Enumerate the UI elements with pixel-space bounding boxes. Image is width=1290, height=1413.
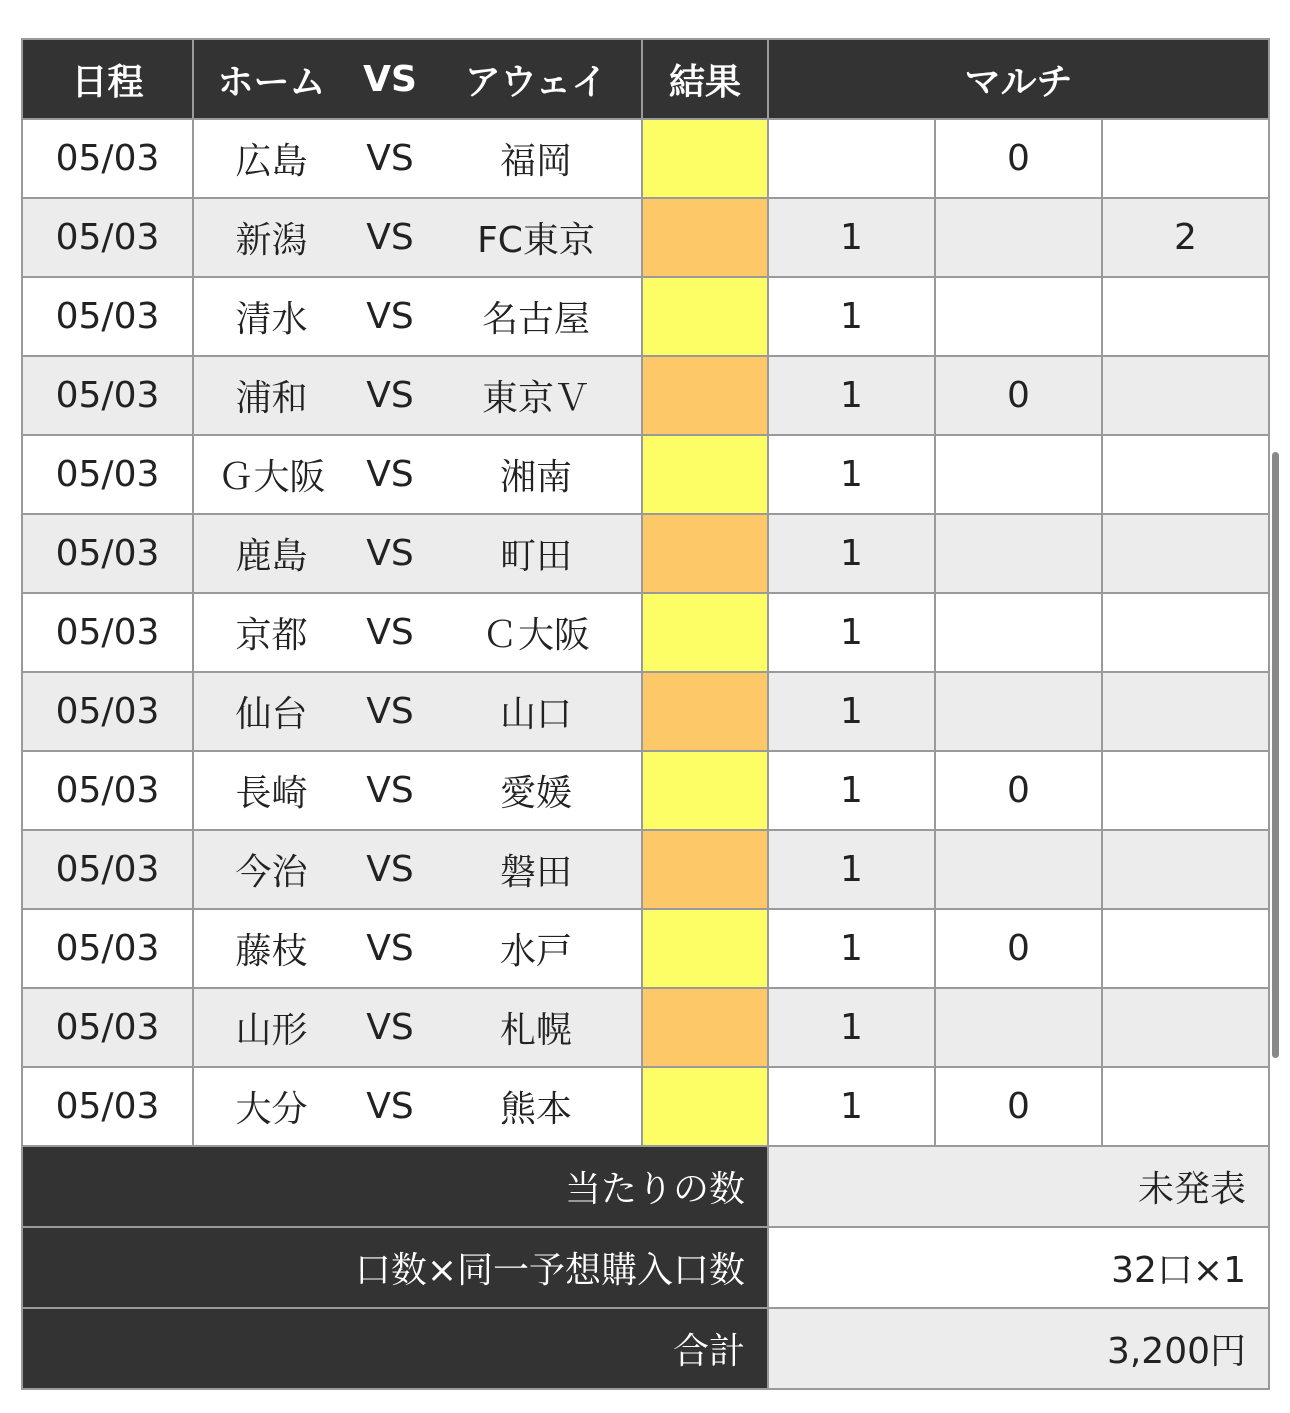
table-row: [22, 988, 1269, 1067]
multi-pick-0: 0: [935, 356, 1102, 435]
match-date: 05/03: [22, 909, 193, 988]
match-date: 05/03: [22, 198, 193, 277]
away-team: 愛媛: [499, 773, 572, 814]
result-cell: [642, 672, 768, 751]
multi-pick-2: [1102, 1067, 1269, 1146]
match-date: 05/03: [22, 672, 193, 751]
match-teams: [193, 1067, 642, 1146]
vs-label: VS: [366, 217, 414, 258]
multi-pick-0: 0: [935, 119, 1102, 198]
result-cell: [642, 356, 768, 435]
away-team: 町田: [499, 536, 572, 577]
vs-label: VS: [366, 612, 414, 653]
match-teams: [193, 277, 642, 356]
home-team: 今治: [235, 852, 308, 893]
vs-label: VS: [366, 849, 414, 890]
match-teams: [193, 830, 642, 909]
home-team: 清水: [235, 299, 308, 340]
match-date: 05/03: [22, 988, 193, 1067]
multi-pick-2: [1102, 119, 1269, 198]
multi-pick-2: [1102, 435, 1269, 514]
multi-pick-0: [935, 198, 1102, 277]
multi-pick-2: [1102, 672, 1269, 751]
multi-pick-0: 0: [935, 1067, 1102, 1146]
match-teams: [193, 672, 642, 751]
vs-label: VS: [366, 454, 414, 495]
multi-pick-2: [1102, 988, 1269, 1067]
summary-hits-row: [22, 1146, 1269, 1227]
result-cell: [642, 435, 768, 514]
match-list: [22, 119, 1269, 1146]
units-label: 口数×同一予想購入口数: [22, 1227, 768, 1308]
multi-pick-1: [768, 119, 935, 198]
away-team: 湘南: [499, 457, 572, 498]
table-row: [22, 198, 1269, 277]
vs-label: VS: [366, 296, 414, 337]
table-row: [22, 277, 1269, 356]
result-cell: [642, 514, 768, 593]
toto-table: [21, 38, 1270, 1390]
home-team: 浦和: [235, 378, 308, 419]
table-row: [22, 435, 1269, 514]
multi-pick-1: 1: [768, 356, 935, 435]
match-teams: [193, 593, 642, 672]
match-teams: [193, 119, 642, 198]
header-multi: マルチ: [768, 39, 1269, 119]
multi-pick-2: [1102, 751, 1269, 830]
table-row: [22, 672, 1269, 751]
vs-label: VS: [366, 770, 414, 811]
match-teams: [193, 356, 642, 435]
table-row: [22, 909, 1269, 988]
multi-pick-2: [1102, 593, 1269, 672]
away-team: 札幌: [499, 1010, 572, 1051]
table-row: [22, 830, 1269, 909]
result-cell: [642, 1067, 768, 1146]
result-cell: [642, 988, 768, 1067]
match-date: 05/03: [22, 277, 193, 356]
header-home: ホーム: [217, 61, 326, 103]
result-cell: [642, 830, 768, 909]
header-matchup: [193, 39, 642, 119]
multi-pick-1: 1: [768, 435, 935, 514]
header-date: 日程: [22, 39, 193, 119]
multi-pick-2: [1102, 514, 1269, 593]
match-teams: [193, 514, 642, 593]
result-cell: [642, 909, 768, 988]
match-date: 05/03: [22, 119, 193, 198]
home-team: 新潟: [235, 220, 308, 261]
summary: [22, 1146, 1269, 1389]
vs-label: VS: [366, 691, 414, 732]
vs-label: VS: [366, 375, 414, 416]
result-cell: [642, 593, 768, 672]
summary-units-row: [22, 1227, 1269, 1308]
match-date: 05/03: [22, 593, 193, 672]
away-team: 名古屋: [481, 299, 590, 340]
multi-pick-0: [935, 435, 1102, 514]
match-teams: [193, 909, 642, 988]
multi-pick-2: [1102, 277, 1269, 356]
multi-pick-1: 1: [768, 672, 935, 751]
table-row: [22, 514, 1269, 593]
vs-label: VS: [366, 928, 414, 969]
away-team: 水戸: [499, 931, 572, 972]
total-value: 3,200円: [768, 1308, 1269, 1389]
away-team: 福岡: [499, 141, 572, 182]
away-team: 磐田: [499, 852, 572, 893]
vs-label: VS: [366, 1086, 414, 1127]
away-team: Ｃ大阪: [481, 615, 590, 656]
multi-pick-1: 1: [768, 593, 935, 672]
match-date: 05/03: [22, 435, 193, 514]
match-teams: [193, 198, 642, 277]
table-row: [22, 119, 1269, 198]
multi-pick-1: 1: [768, 1067, 935, 1146]
multi-pick-0: [935, 988, 1102, 1067]
multi-pick-1: 1: [768, 830, 935, 909]
home-team: Ｇ大阪: [217, 457, 326, 498]
home-team: 長崎: [235, 773, 308, 814]
home-team: 大分: [235, 1089, 308, 1130]
multi-pick-1: 1: [768, 751, 935, 830]
match-date: 05/03: [22, 514, 193, 593]
result-cell: [642, 751, 768, 830]
multi-pick-0: [935, 514, 1102, 593]
multi-pick-0: [935, 277, 1102, 356]
multi-pick-1: 1: [768, 909, 935, 988]
multi-pick-1: 1: [768, 277, 935, 356]
multi-pick-2: 2: [1102, 198, 1269, 277]
multi-pick-0: [935, 830, 1102, 909]
match-teams: [193, 751, 642, 830]
multi-pick-2: [1102, 830, 1269, 909]
multi-pick-1: 1: [768, 198, 935, 277]
table-row: [22, 751, 1269, 830]
multi-pick-0: 0: [935, 909, 1102, 988]
match-date: 05/03: [22, 356, 193, 435]
vs-label: VS: [366, 1007, 414, 1048]
header-vs: VS: [363, 58, 417, 100]
match-teams: [193, 435, 642, 514]
multi-pick-0: [935, 593, 1102, 672]
vs-label: VS: [366, 533, 414, 574]
away-team: 東京Ｖ: [481, 378, 590, 419]
home-team: 広島: [235, 141, 308, 182]
multi-pick-0: 0: [935, 751, 1102, 830]
total-label: 合計: [22, 1308, 768, 1389]
away-team: 山口: [499, 694, 572, 735]
result-cell: [642, 119, 768, 198]
hits-value: 未発表: [768, 1146, 1269, 1227]
result-cell: [642, 277, 768, 356]
match-date: 05/03: [22, 751, 193, 830]
hits-label: 当たりの数: [22, 1146, 768, 1227]
header-away: アウェイ: [464, 61, 608, 103]
multi-pick-2: [1102, 909, 1269, 988]
header-result: 結果: [642, 39, 768, 119]
multi-pick-1: 1: [768, 988, 935, 1067]
match-teams: [193, 988, 642, 1067]
match-date: 05/03: [22, 1067, 193, 1146]
table-row: [22, 356, 1269, 435]
scrollbar[interactable]: [1272, 452, 1279, 1058]
multi-pick-2: [1102, 356, 1269, 435]
multi-pick-0: [935, 672, 1102, 751]
summary-total-row: [22, 1308, 1269, 1389]
home-team: 山形: [235, 1010, 308, 1051]
units-value: 32口×1: [768, 1227, 1269, 1308]
home-team: 仙台: [235, 694, 308, 735]
vs-label: VS: [366, 138, 414, 179]
match-date: 05/03: [22, 830, 193, 909]
away-team: 熊本: [499, 1089, 572, 1130]
home-team: 京都: [235, 615, 308, 656]
table-row: [22, 1067, 1269, 1146]
home-team: 鹿島: [235, 536, 308, 577]
multi-pick-1: 1: [768, 514, 935, 593]
away-team: FC東京: [477, 220, 595, 261]
table-row: [22, 593, 1269, 672]
table-header: [22, 39, 1269, 119]
result-cell: [642, 198, 768, 277]
home-team: 藤枝: [235, 931, 308, 972]
